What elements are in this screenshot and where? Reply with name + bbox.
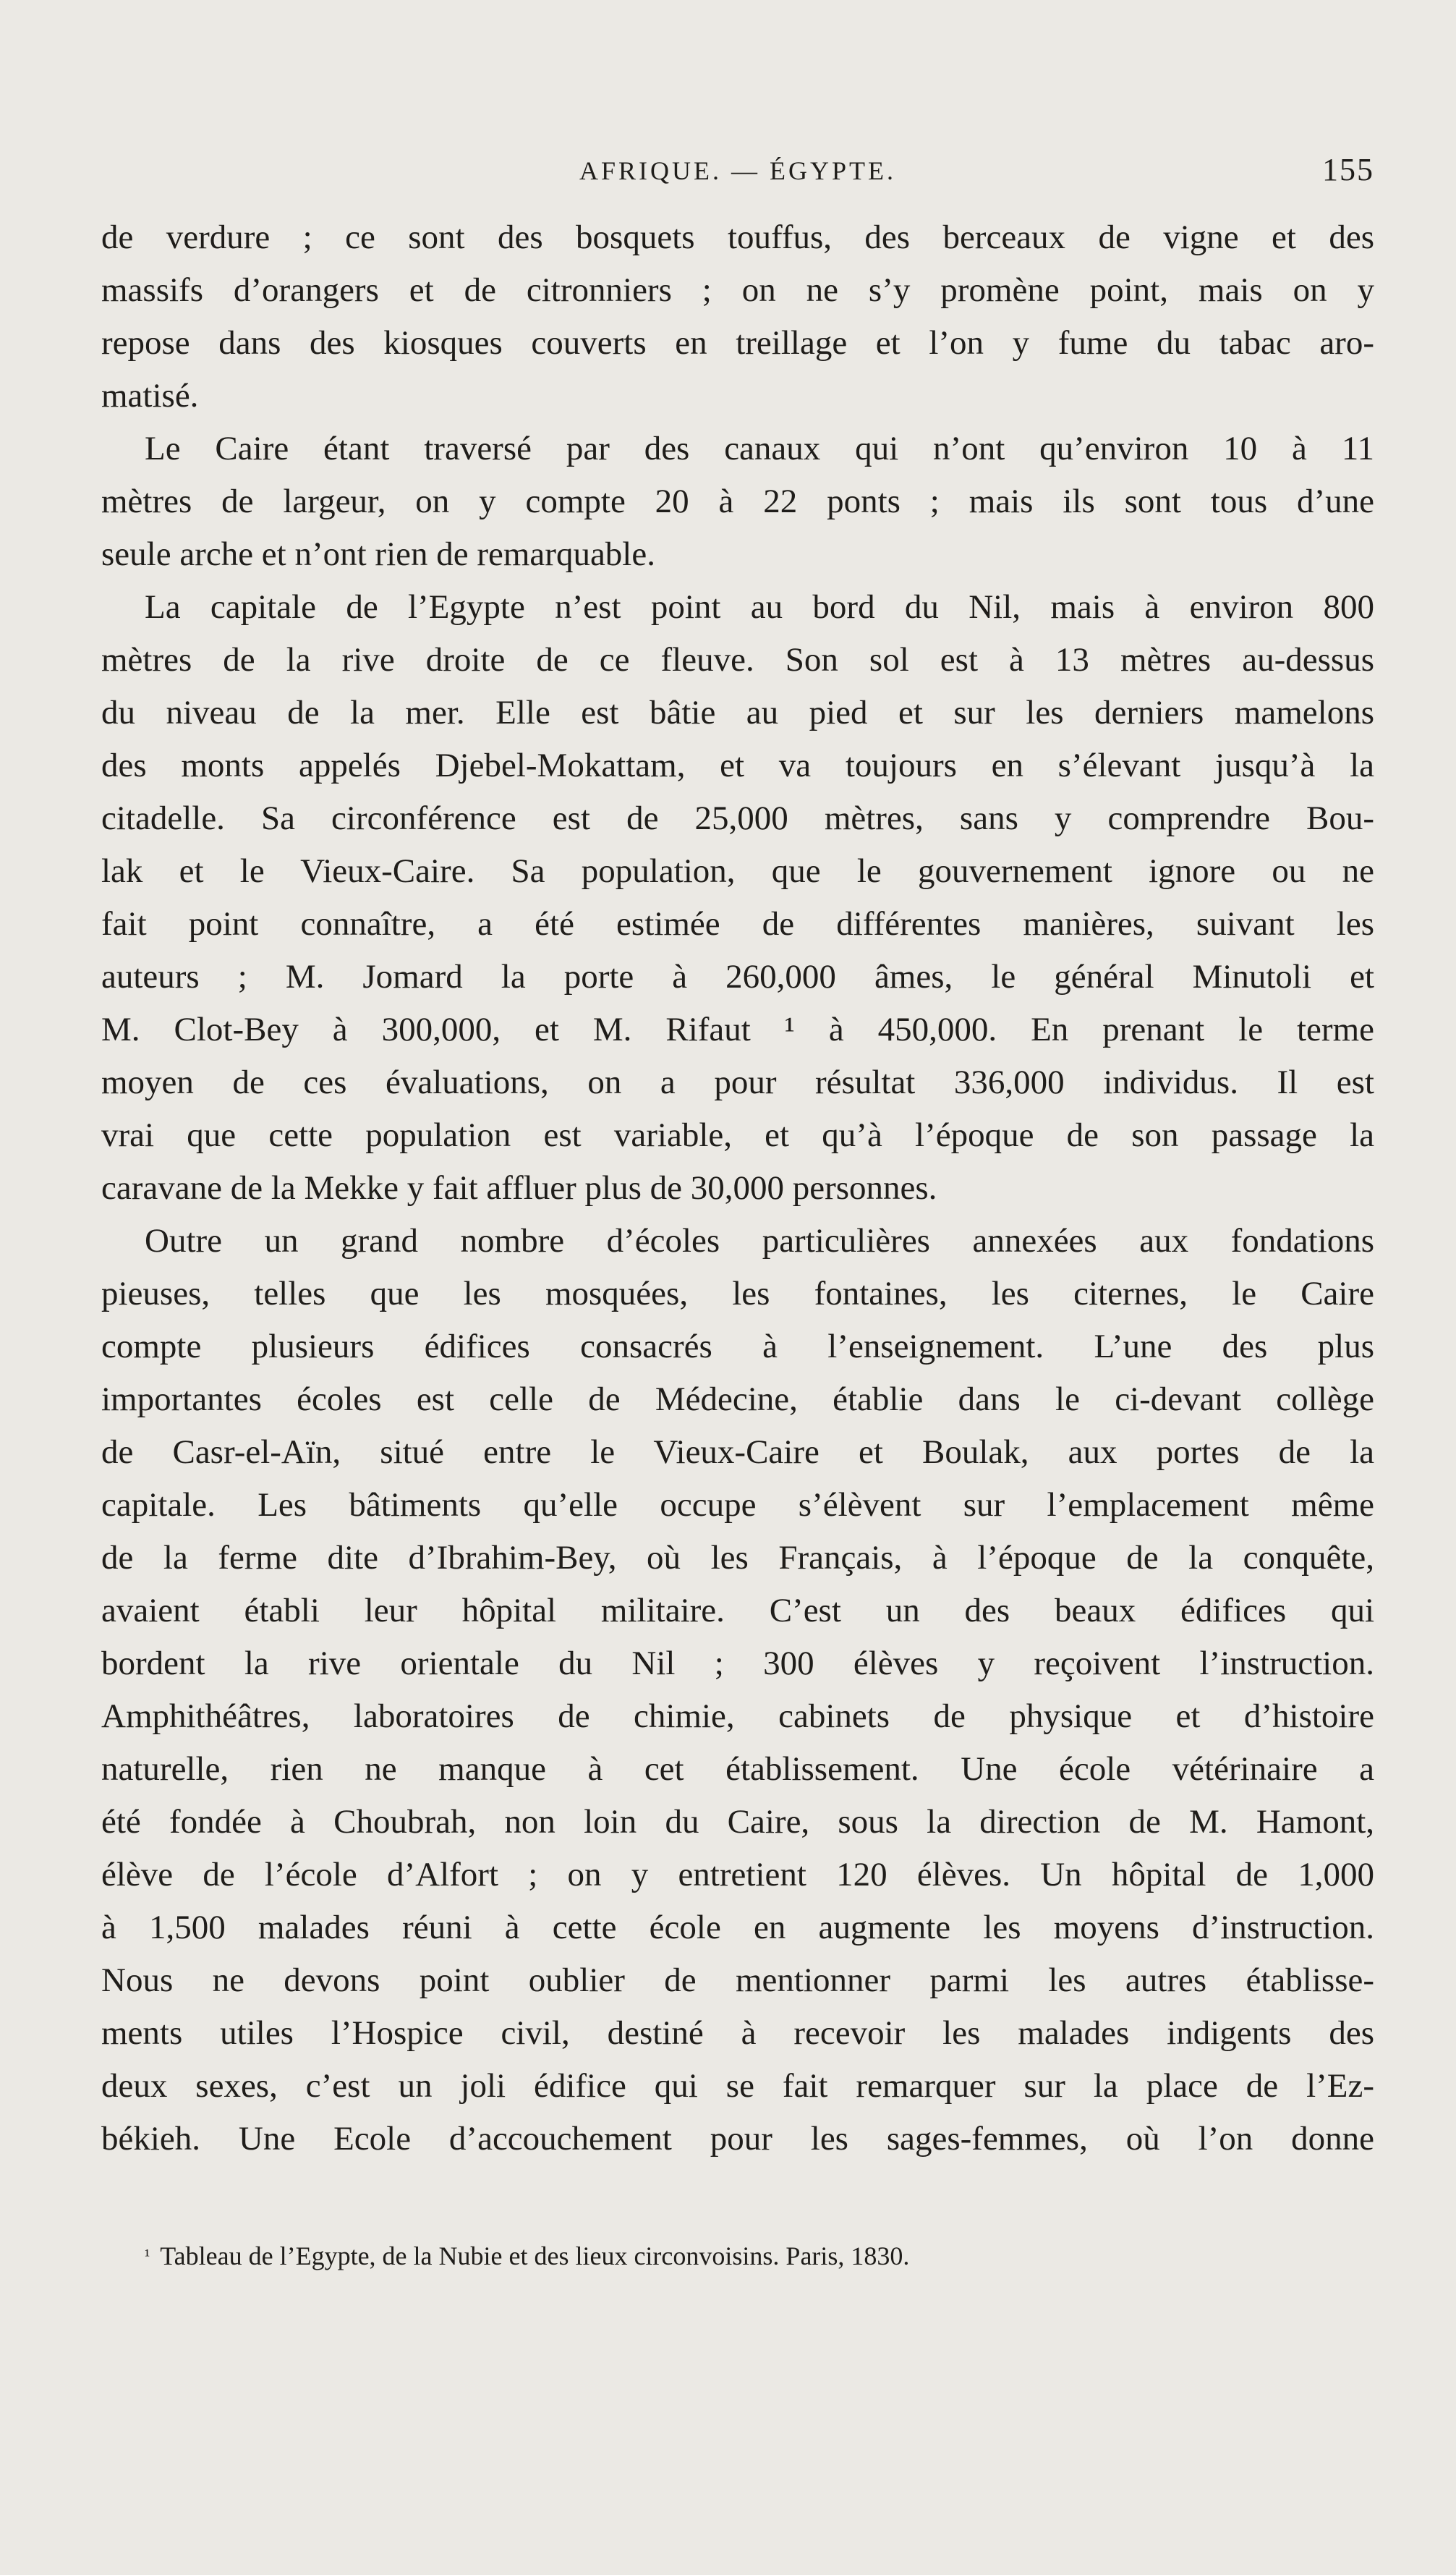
footnote-text: Tableau de l’Egypte, de la Nubie et des lieux circonvoisins. Paris, 1830.: [160, 2241, 910, 2270]
text-line: compte plusieurs édifices consacrés à l’enseignement. L’une des plus: [101, 1328, 1374, 1365]
text-line: ments utiles l’Hospice civil, destiné à recevoir les malades indigents des: [101, 2014, 1374, 2052]
text-line: auteurs ; M. Jomard la porte à 260,000 âmes, le général Minutoli et: [101, 958, 1374, 996]
body-text: [101, 211, 1374, 2165]
text-line: seule arche et n’ont rien de remarquable.: [101, 535, 655, 573]
text-line: à 1,500 malades réuni à cette école en augmente les moyens d’instruction.: [101, 1909, 1374, 1946]
text-line: Outre un grand nombre d’écoles particulières annexées aux fondations: [145, 1222, 1374, 1260]
text-line: M. Clot-Bey à 300,000, et M. Rifaut ¹ à 450,000. En prenant le terme: [101, 1011, 1374, 1048]
text-line: du niveau de la mer. Elle est bâtie au pied et sur les derniers mamelons: [101, 694, 1374, 731]
running-head: [101, 148, 1374, 192]
text-line: de Casr-el-Aïn, situé entre le Vieux-Caire et Boulak, aux portes de la: [101, 1433, 1374, 1471]
text-line: avaient établi leur hôpital militaire. C’est un des beaux édifices qui: [101, 1592, 1374, 1629]
text-line: Amphithéâtres, laboratoires de chimie, cabinets de physique et d’histoire: [101, 1697, 1374, 1735]
text-line: matisé.: [101, 377, 199, 415]
footnote: [145, 2234, 1374, 2278]
text-line: deux sexes, c’est un joli édifice qui se fait remarquer sur la place de l’Ez-: [101, 2067, 1374, 2105]
text-line: moyen de ces évaluations, on a pour résultat 336,000 individus. Il est: [101, 1064, 1374, 1101]
text-line: massifs d’orangers et de citronniers ; on ne s’y promène point, mais on y: [101, 271, 1374, 309]
text-line: La capitale de l’Egypte n’est point au bord du Nil, mais à environ 800: [145, 588, 1374, 626]
text-line: mètres de largeur, on y compte 20 à 22 ponts ; mais ils sont tous d’une: [101, 483, 1374, 520]
text-line: été fondée à Choubrah, non loin du Caire, sous la direction de M. Hamont,: [101, 1803, 1374, 1841]
text-line: importantes écoles est celle de Médecine, établie dans le ci-devant collège: [101, 1380, 1374, 1418]
text-line: fait point connaître, a été estimée de différentes manières, suivant les: [101, 905, 1374, 943]
text-line: bordent la rive orientale du Nil ; 300 élèves y reçoivent l’instruction.: [101, 1645, 1374, 1682]
text-line: caravane de la Mekke y fait affluer plus de 30,000 personnes.: [101, 1169, 937, 1207]
text-line: békieh. Une Ecole d’accouchement pour les sages-femmes, où l’on donne: [101, 2120, 1374, 2158]
text-line: élève de l’école d’Alfort ; on y entretient 120 élèves. Un hôpital de 1,000: [101, 1856, 1374, 1893]
text-line: Nous ne devons point oublier de mentionner parmi les autres établisse-: [101, 1961, 1374, 1999]
text-line: de la ferme dite d’Ibrahim-Bey, où les Français, à l’époque de la conquête,: [101, 1539, 1374, 1577]
text-line: vrai que cette population est variable, et qu’à l’époque de son passage la: [101, 1116, 1374, 1154]
running-title: AFRIQUE. — ÉGYPTE.: [579, 156, 896, 185]
text-line: Le Caire étant traversé par des canaux qui n’ont qu’environ 10 à 11: [145, 430, 1374, 467]
footnote-mark: ¹: [145, 2247, 150, 2265]
text-line: pieuses, telles que les mosquées, les fontaines, les citernes, le Caire: [101, 1275, 1374, 1312]
text-line: capitale. Les bâtiments qu’elle occupe s’élèvent sur l’emplacement même: [101, 1486, 1374, 1524]
text-line: citadelle. Sa circonférence est de 25,000 mètres, sans y comprendre Bou-: [101, 799, 1374, 837]
text-line: mètres de la rive droite de ce fleuve. Son sol est à 13 mètres au-dessus: [101, 641, 1374, 679]
text-line: naturelle, rien ne manque à cet établissement. Une école vétérinaire a: [101, 1750, 1374, 1788]
text-line: lak et le Vieux-Caire. Sa population, que le gouvernement ignore ou ne: [101, 852, 1374, 890]
text-line: repose dans des kiosques couverts en treillage et l’on y fume du tabac aro-: [101, 324, 1374, 362]
page-number: 155: [1322, 152, 1374, 187]
text-line: de verdure ; ce sont des bosquets touffus, des berceaux de vigne et des: [101, 219, 1374, 256]
text-line: des monts appelés Djebel-Mokattam, et va toujours en s’élevant jusqu’à la: [101, 747, 1374, 784]
